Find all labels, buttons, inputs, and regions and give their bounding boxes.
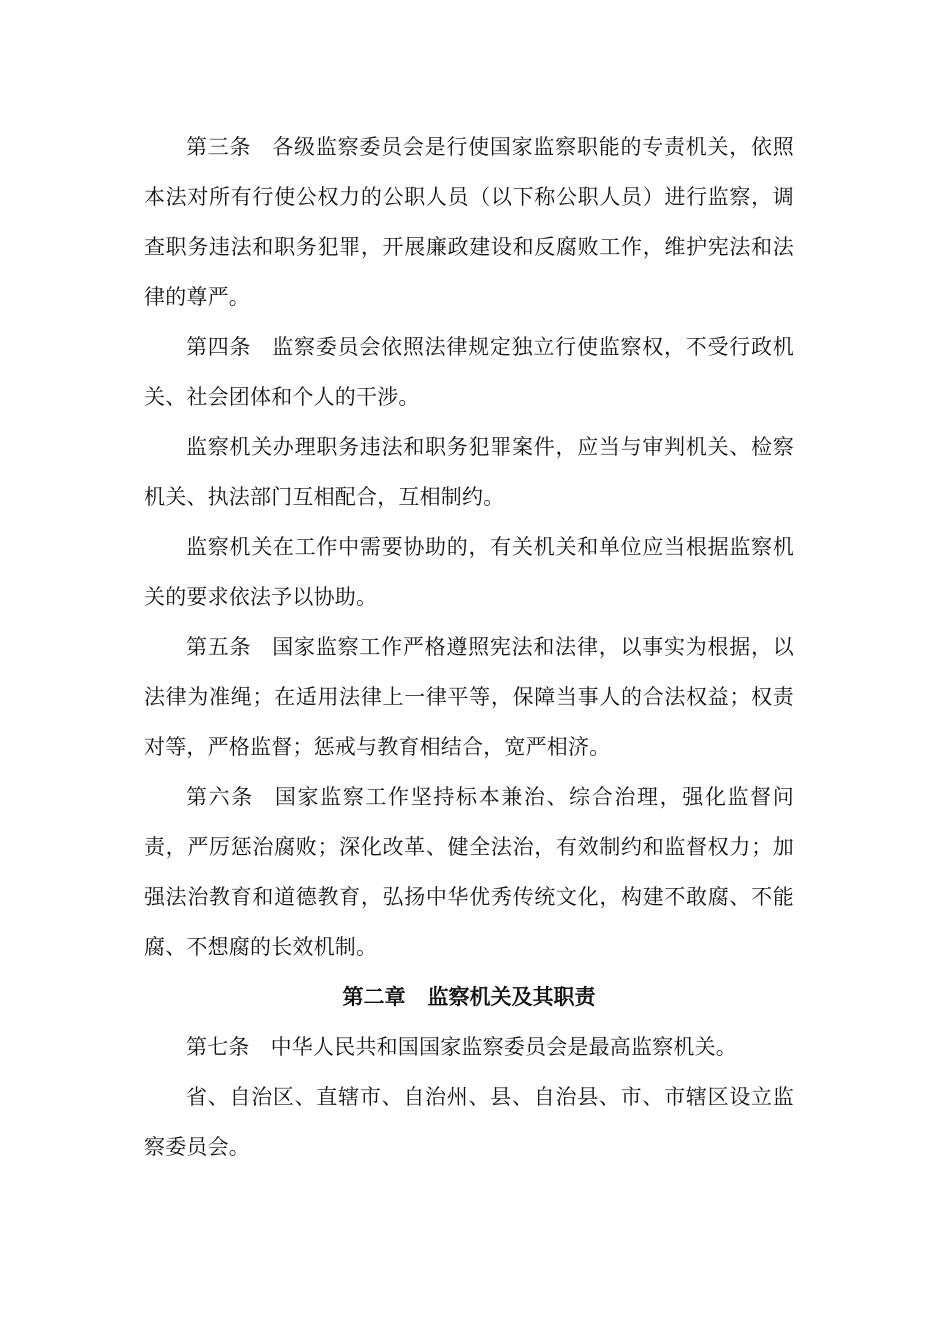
paragraph-text: 监察机关办理职务违法和职务犯罪案件，应当与审判机关、检察机关、执法部门互相配合，互相制约。 [144, 435, 794, 509]
chapter-heading [144, 972, 794, 1022]
chapter-number: 第二章 [342, 985, 406, 1009]
article-5 [144, 622, 794, 772]
article-text: 国家监察工作严格遵照宪法和法律，以事实为根据，以法律为准绳；在适用法律上一律平等，保障当事人的合法权益；权责对等，严格监督；惩戒与教育相结合，宽严相济。 [144, 635, 794, 759]
article-4 [144, 322, 794, 422]
chapter-title: 监察机关及其职责 [427, 985, 596, 1009]
article-label: 第七条 [186, 1035, 250, 1059]
paragraph-text: 省、自治区、直辖市、自治州、县、自治县、市、市辖区设立监察委员会。 [144, 1085, 794, 1159]
article-4-paragraph-3 [144, 522, 794, 622]
paragraph-text: 监察机关在工作中需要协助的，有关机关和单位应当根据监察机关的要求依法予以协助。 [144, 535, 794, 609]
article-label: 第三条 [186, 135, 252, 159]
article-label: 第五条 [186, 635, 252, 659]
article-text: 国家监察工作坚持标本兼治、综合治理，强化监督问责，严厉惩治腐败；深化改革、健全法治，有效制约和监督权力；加强法治教育和道德教育，弘扬中华优秀传统文化，构建不敢腐、不能腐、不想腐的长效机制。 [144, 785, 794, 959]
article-3 [144, 122, 794, 322]
article-7-paragraph-2 [144, 1072, 794, 1172]
article-text: 监察委员会依照法律规定独立行使监察权，不受行政机关、社会团体和个人的干涉。 [144, 335, 794, 409]
article-label: 第四条 [186, 335, 252, 359]
article-7 [144, 1022, 794, 1072]
document-body [144, 122, 794, 1172]
article-text: 各级监察委员会是行使国家监察职能的专责机关，依照本法对所有行使公权力的公职人员（以下称公职人员）进行监察，调查职务违法和职务犯罪，开展廉政建设和反腐败工作，维护宪法和法律的尊严。 [144, 135, 794, 309]
article-6 [144, 772, 794, 972]
article-label: 第六条 [186, 785, 254, 809]
article-4-paragraph-2 [144, 422, 794, 522]
article-text: 中华人民共和国国家监察委员会是最高监察机关。 [270, 1035, 738, 1059]
